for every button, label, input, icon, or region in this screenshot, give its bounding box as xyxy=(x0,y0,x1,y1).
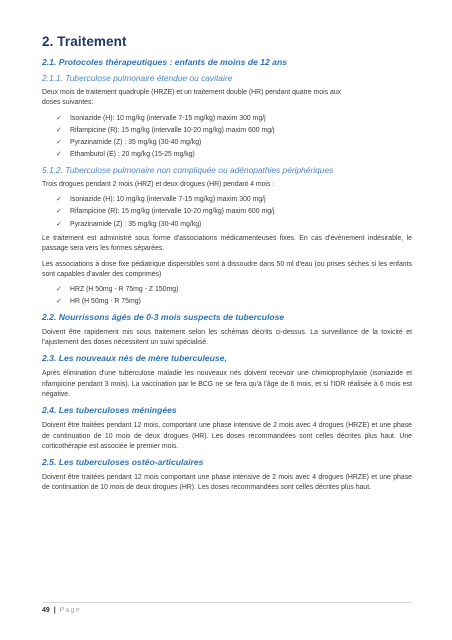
heading-2-4: 2.4. Les tuberculoses méningées xyxy=(42,405,177,416)
page-label: Page xyxy=(59,607,81,614)
check-icon: ✓ xyxy=(56,208,62,216)
check-icon: ✓ xyxy=(56,114,62,122)
paragraph-2-2: Doivent être rapidement mis sous traitement selon les schémas décrits ci-dessus. La surveillance de la toxicité et l'ajustement des doses nécessitent un suivi spécialisé. xyxy=(42,328,412,347)
paragraph-2-4: Doivent être traitées pendant 12 mois, comportant une phase intensive de 2 mois avec 4 drogues (HRZE) et une phase de continuation de 10 mois de deux drogues (HR). Les doses recommandées sont celles décrites plus haut. Une corticothérapie est associée le premier mois. xyxy=(42,422,412,450)
heading-2-3: 2.3. Les nouveaux nés de mère tuberculeuse, xyxy=(42,353,227,364)
list-item: ✓ HRZ (H 50mg - R 75mg - Z 150mg) xyxy=(56,285,412,295)
combination-list xyxy=(42,285,412,308)
list-item: ✓ HR (H 50mg - R 75mg) xyxy=(56,297,412,307)
list-item: ✓ Rifampicine (R): 15 mg/kg (intervalle 10-20 mg/kg) maxim 600 mg/j xyxy=(56,207,412,217)
heading-2-1-1: 2.1.1. Tuberculose pulmonaire étendue ou cavitaire xyxy=(42,73,233,83)
paragraph-fixed-dose: Le traitement est administré sous forme d'associations médicamenteuses fixes. En cas d'évènement indésirable, le passage sera vers les formes séparées. xyxy=(42,234,412,253)
heading-2-2: 2.2. Nourrissons âgés de 0-3 mois suspects de tuberculose xyxy=(42,311,285,322)
heading-2-5: 2.5. Les tuberculoses ostéo-articulaires xyxy=(42,457,204,468)
paragraph-2-1-1-intro: Deux mois de traitement quadruple (HRZE) et un traitement double (HR) pendant quatre mois aux doses suivantes: xyxy=(42,89,342,107)
list-item: ✓ Isoniazide (H): 10 mg/kg (intervalle 7-15 mg/kg) maxim 300 mg/j xyxy=(56,114,412,124)
list-item: ✓ Pyrazinamide (Z) : 35 mg/kg (30-40 mg/kg) xyxy=(56,138,412,148)
list-item: ✓ Rifampicine (R): 15 mg/kg (intervalle 10-20 mg/kg) maxim 600 mg/j xyxy=(56,126,412,136)
section-title: 2. Traitement xyxy=(42,34,127,49)
heading-5-1-2: 5.1.2. Tuberculose pulmonaire non compliquée ou adénopathies périphériques xyxy=(42,164,334,175)
check-icon: ✓ xyxy=(56,286,62,294)
page-number: 49 xyxy=(42,607,50,614)
list-item: ✓ Ethambutol (E) : 20 mg/kg (15-25 mg/kg) xyxy=(56,150,412,160)
paragraph-dispersible: Les associations à dose fixe pédiatrique dispersibles sont à dissoudre dans 50 ml d'eau (ou prises sèches si les enfants sont capables d'avaler des comprimés) xyxy=(42,260,412,278)
page-footer xyxy=(42,602,412,614)
paragraph-2-5: Doivent être traitées pendant 12 mois comportant une phase intensive de 2 mois avec 4 drogues (HRZE) et une phase de continuation de 10 mois de deux drogues (HR). Les doses recommandées sont celles décrites plus haut. xyxy=(42,474,412,492)
footer-separator: | xyxy=(53,607,56,614)
list-item: ✓ Isoniazide (H): 10 mg/kg (intervalle 7-15 mg/kg) maxim 300 mg/j xyxy=(56,195,412,205)
check-icon: ✓ xyxy=(56,126,62,134)
list-item: ✓ Pyrazinamide (Z) : 35 mg/kg (30-40 mg/kg) xyxy=(56,220,412,230)
check-icon: ✓ xyxy=(56,139,62,147)
heading-2-1: 2.1. Protocoles thérapeutiques : enfants de moins de 12 ans xyxy=(42,57,287,67)
document-page xyxy=(42,34,412,499)
dose-list-2 xyxy=(42,195,412,230)
paragraph-5-1-2-intro: Trois drogues pendant 2 mois (HRZ) et deux drogues (HR) pendant 4 mois : xyxy=(42,180,275,188)
paragraph-2-3: Après élimination d'une tuberculose maladie les nouveaux nés doivent recevoir une chimioprophylaxie (isoniazide et rifampicine pendant 3 mois). La vaccination par le BCG ne se fera qu'à l'âge de 6 mois, et si l'IDR réalisée à 6 mois est négative. xyxy=(42,370,412,398)
check-icon: ✓ xyxy=(56,151,62,159)
check-icon: ✓ xyxy=(56,196,62,204)
dose-list-1 xyxy=(42,114,412,161)
check-icon: ✓ xyxy=(56,220,62,228)
check-icon: ✓ xyxy=(56,298,62,306)
